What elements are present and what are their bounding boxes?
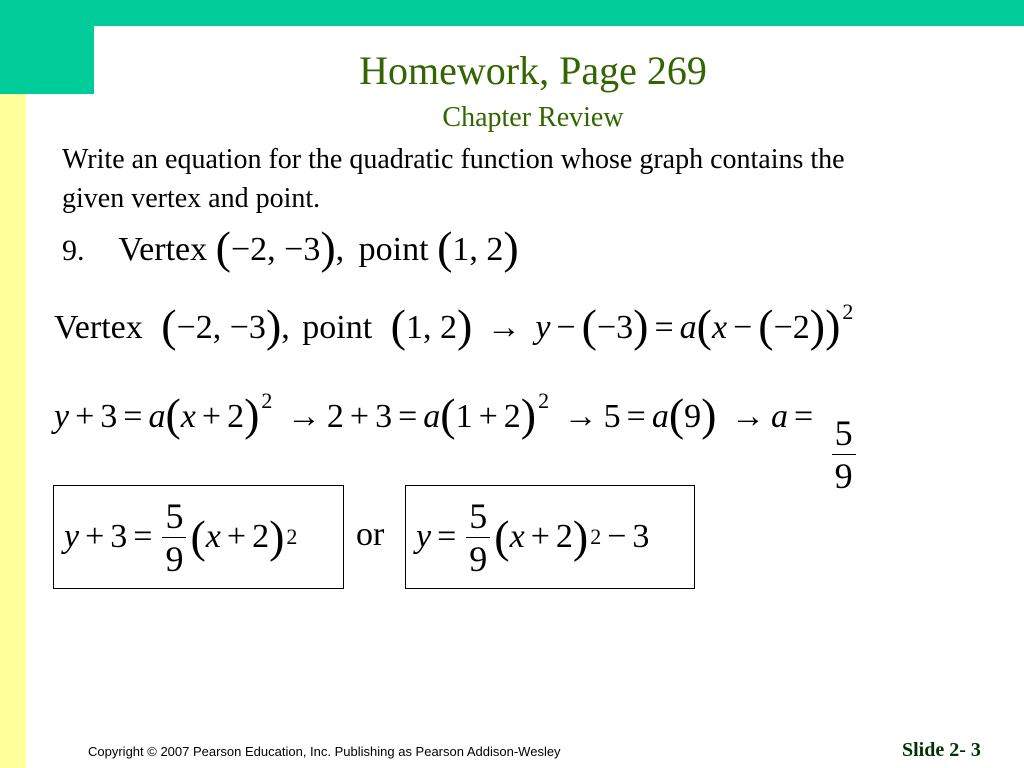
- box2-denominator: 9: [469, 538, 488, 579]
- answer-box-vertex-form: y + 3 = $\frac{5}{9}$ ( x + 2 ) 2: [53, 485, 344, 589]
- or-connector: or: [356, 516, 385, 553]
- work-point-value: 1, 2: [406, 309, 457, 346]
- problem-point-label: point: [358, 231, 429, 268]
- a-numerator: 5: [832, 412, 856, 455]
- work-line-2: $y + 3 = a(x + 2)^2 \to 2 + 3 = a(1 + 2)^2 \to 5 = a(9) \to a$ = $\frac{5}{9}$: [54, 395, 860, 497]
- top-accent-bar: [0, 0, 1024, 26]
- left-accent-bar: [0, 94, 26, 768]
- problem-vertex-label: Vertex: [118, 231, 208, 268]
- instruction-text: Write an equation for the quadratic function whose graph contains the given vertex and point.: [62, 144, 845, 214]
- a-denominator: 9: [834, 456, 853, 496]
- problem-vertex-value: −2, −3: [230, 231, 321, 268]
- copyright-footer: Copyright © 2007 Pearson Education, Inc. Publishing as Pearson Addison-Wesley: [88, 744, 561, 759]
- box2-fraction: [466, 495, 490, 580]
- box2-numerator: 5: [466, 495, 490, 538]
- box1-denominator: 9: [165, 538, 184, 579]
- work-vertex-value: −2, −3: [176, 309, 266, 346]
- box1-numerator: 5: [162, 495, 186, 538]
- slide-title: Homework, Page 269: [359, 48, 707, 93]
- work-vertex-label: Vertex: [54, 309, 143, 346]
- a-fraction: [832, 412, 856, 497]
- slide-subtitle: Chapter Review: [442, 102, 624, 133]
- problem-statement: 9. Vertex (−2, −3), point (1, 2): [62, 222, 519, 273]
- box1-fraction: [162, 495, 186, 580]
- work-point-label: point: [302, 309, 373, 346]
- work-line-1: Vertex (−2, −3), point (1, $2) \to y - (-3) = a(x - (-2))^2$: [54, 299, 854, 351]
- slide-number: Slide 2- 3: [902, 739, 981, 761]
- answer-box-standard-form: y = $\frac{5}{9}$ ( x + 2 ) 2 − 3: [405, 485, 695, 589]
- problem-number: 9.: [62, 234, 85, 267]
- problem-point-value: 1, 2: [452, 231, 504, 268]
